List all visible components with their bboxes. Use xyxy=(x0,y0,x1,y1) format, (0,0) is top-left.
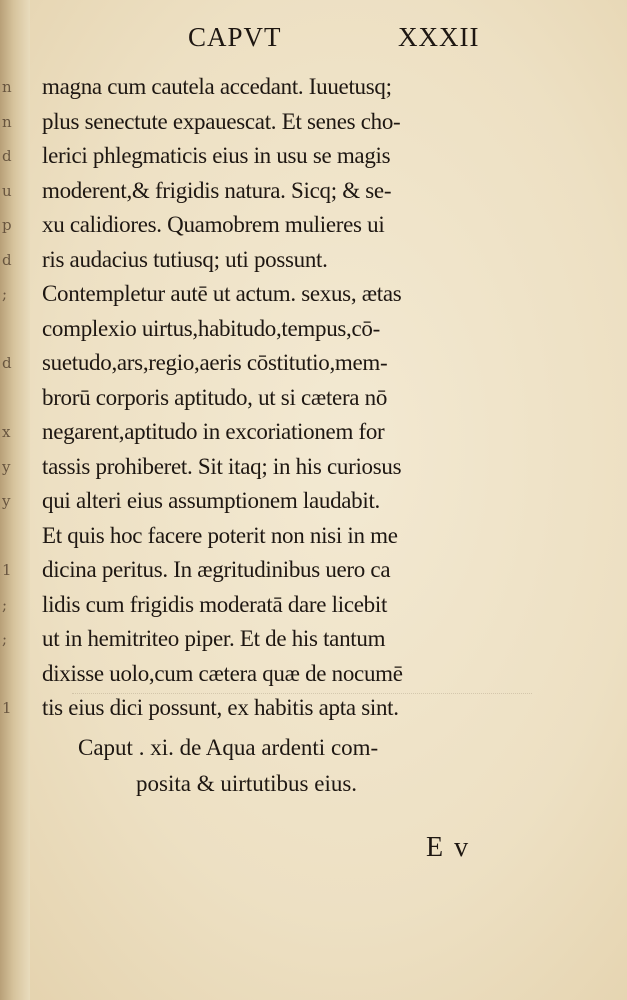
gutter-mark: y xyxy=(2,457,11,476)
text-line: magna cum cautela accedant. Iuuetusq; xyxy=(42,74,392,99)
text-line: dixisse uolo,cum cætera quæ de nocumē xyxy=(42,660,403,686)
running-head-chapter-number: XXXII xyxy=(398,22,480,52)
bleed-through-line xyxy=(72,693,532,716)
gutter-mark: ; xyxy=(2,595,8,614)
text-line: ut in hemitriteo piper. Et de his tantum xyxy=(42,626,386,651)
text-line: moderent,& frigidis natura. Sicq; & se- xyxy=(42,177,392,203)
gutter-mark: 1 xyxy=(2,561,12,579)
gutter-mark xyxy=(2,726,18,761)
running-head-caput: CAPVT xyxy=(188,22,282,52)
text-line: tis eius dici possunt, ex habitis apta sint. xyxy=(42,695,399,720)
gutter-mark xyxy=(2,519,18,554)
gutter-mark: d xyxy=(2,354,12,372)
gutter-mark: y xyxy=(2,492,11,510)
gutter-mark: x xyxy=(2,423,11,441)
text-line: ris audacius tutiusq; uti possunt. xyxy=(42,246,328,272)
text-line: plus senectute expauescat. Et senes cho- xyxy=(42,108,401,134)
text-line: Contempletur autē ut actum. sexus, ætas xyxy=(42,281,402,306)
text-line: dicina peritus. In ægritudinibus uero ca xyxy=(42,557,391,582)
gutter-glyphs xyxy=(2,70,18,795)
gutter-mark: ; xyxy=(2,285,8,303)
gutter-mark xyxy=(2,760,18,795)
chapter-heading xyxy=(78,730,548,802)
gutter-mark: ; xyxy=(2,630,8,648)
gutter-mark: u xyxy=(2,181,12,200)
gutter-mark xyxy=(2,657,18,692)
text-line: complexio uirtus,habitudo,tempus,cō- xyxy=(42,315,380,341)
chapter-heading-line: Caput . xi. de Aqua ardenti com- xyxy=(78,735,379,760)
text-line: lerici phlegmaticis eius in usu se magis xyxy=(42,143,391,168)
text-line: xu calidiores. Quamobrem mulieres ui xyxy=(42,212,385,237)
text-line: suetudo,ars,regio,aeris cōstitutio,mem- xyxy=(42,350,388,375)
running-head xyxy=(188,22,528,56)
gutter-mark: d xyxy=(2,147,12,165)
body-text xyxy=(42,70,562,726)
gutter-mark: 1 xyxy=(2,699,12,717)
gutter-mark xyxy=(2,312,18,347)
gutter-mark xyxy=(2,381,18,416)
text-line: negarent,aptitudo in excoriationem for xyxy=(42,419,385,444)
gutter-mark: p xyxy=(2,216,12,234)
text-line: qui alteri eius assumptionem laudabit. xyxy=(42,488,381,513)
gutter-mark: d xyxy=(2,250,12,269)
gutter-margin xyxy=(0,0,30,1000)
signature-mark: E v xyxy=(426,832,471,863)
text-line: brorū corporis aptitudo, ut si cætera nō xyxy=(42,384,388,410)
text-line: Et quis hoc facere poterit non nisi in me xyxy=(42,522,398,548)
chapter-heading-line: posita & uirtutibus eius. xyxy=(136,771,358,796)
text-line: tassis prohiberet. Sit itaq; in his curiosus xyxy=(42,453,402,479)
text-line: lidis cum frigidis moderatā dare licebit xyxy=(42,591,388,617)
gutter-mark: n xyxy=(2,112,12,131)
gutter-mark: n xyxy=(2,78,12,96)
